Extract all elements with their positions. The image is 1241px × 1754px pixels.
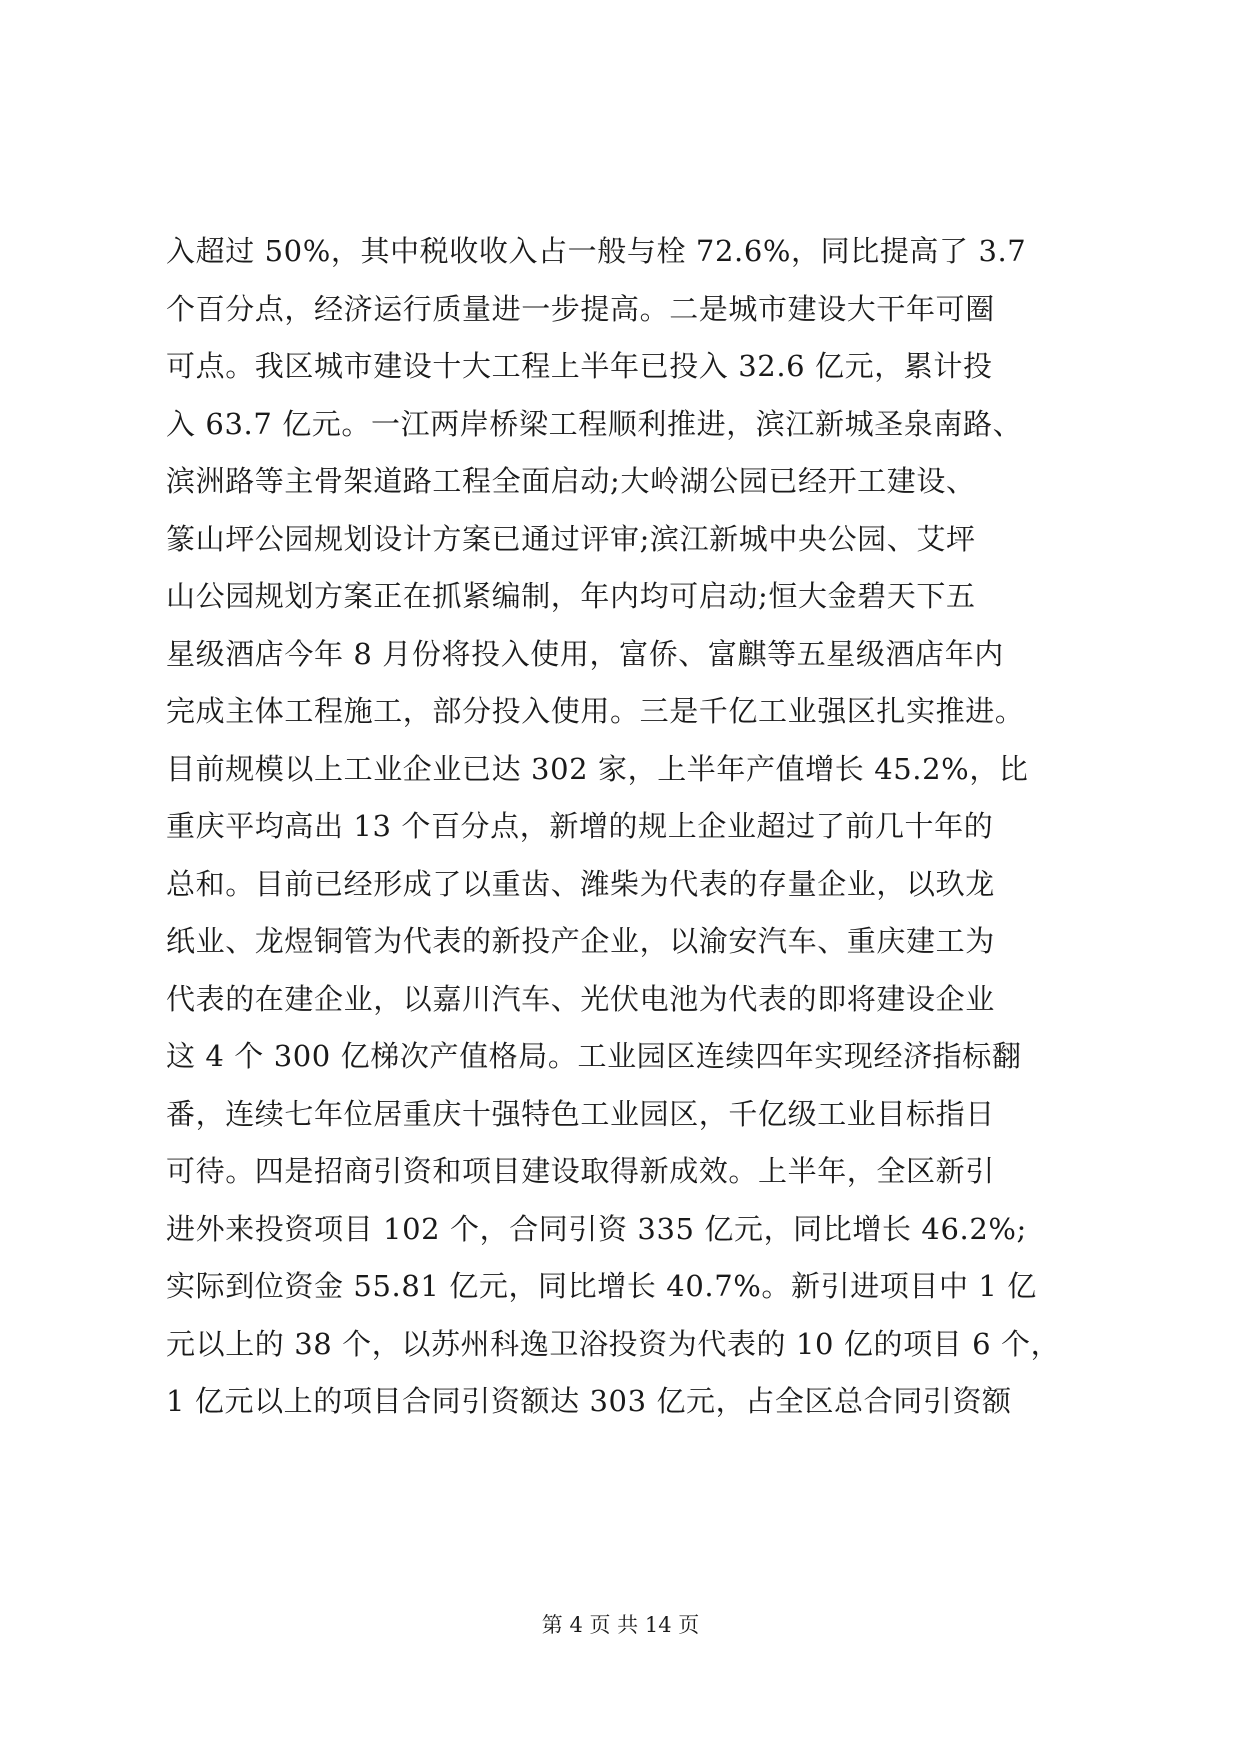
text-line: 入超过 50%，其中税收收入占一般与栓 72.6%，同比提高了 3.7 (166, 234, 1027, 268)
text-line: 元以上的 38 个，以苏州科逸卫浴投资为代表的 10 亿的项目 6 个， (166, 1326, 1061, 1361)
text-line: 目前规模以上工业企业已达 302 家，上半年产值增长 45.2%，比 (166, 751, 1029, 786)
text-line: 完成主体工程施工，部分投入使用。三是千亿工业强区扎实推进。 (166, 694, 1025, 728)
page-footer: 第 4 页 共 14 页 (541, 1613, 700, 1637)
text-line: 入 63.7 亿元。一江两岸桥梁工程顺利推进，滨江新城圣泉南路、 (166, 406, 1023, 441)
text-line: 星级酒店今年 8 月份将投入使用，富侨、富麒等五星级酒店年内 (166, 636, 1004, 671)
text-line: 可待。四是招商引资和项目建设取得新成效。上半年，全区新引 (166, 1154, 995, 1188)
text-line: 1 亿元以上的项目合同引资额达 303 亿元，占全区总合同引资额 (166, 1384, 1012, 1418)
text-line: 纸业、龙煜铜管为代表的新投产企业，以渝安汽车、重庆建工为 (166, 924, 995, 958)
text-line: 番，连续七年位居重庆十强特色工业园区，千亿级工业目标指日 (166, 1096, 995, 1131)
text-line: 总和。目前已经形成了以重齿、潍柴为代表的存量企业，以玖龙 (166, 866, 995, 901)
body-text (166, 223, 1086, 1431)
text-line: 重庆平均高出 13 个百分点，新增的规上企业超过了前几十年的 (166, 809, 994, 843)
text-line: 这 4 个 300 亿梯次产值格局。工业园区连续四年实现经济指标翻 (166, 1039, 1022, 1073)
text-line: 个百分点，经济运行质量进一步提高。二是城市建设大干年可圈 (166, 291, 995, 326)
text-line: 进外来投资项目 102 个，合同引资 335 亿元，同比增长 46.2%; (166, 1211, 1027, 1246)
text-line: 篆山坪公园规划设计方案已通过评审;滨江新城中央公园、艾坪 (166, 521, 976, 556)
text-line: 可点。我区城市建设十大工程上半年已投入 32.6 亿元，累计投 (166, 349, 993, 383)
text-line: 实际到位资金 55.81 亿元，同比增长 40.7%。新引进项目中 1 亿 (166, 1269, 1037, 1303)
text-line: 代表的在建企业，以嘉川汽车、光伏电池为代表的即将建设企业 (166, 981, 995, 1016)
text-line: 滨洲路等主骨架道路工程全面启动;大岭湖公园已经开工建设、 (166, 464, 976, 498)
text-line: 山公园规划方案正在抓紧编制，年内均可启动;恒大金碧天下五 (166, 579, 976, 613)
